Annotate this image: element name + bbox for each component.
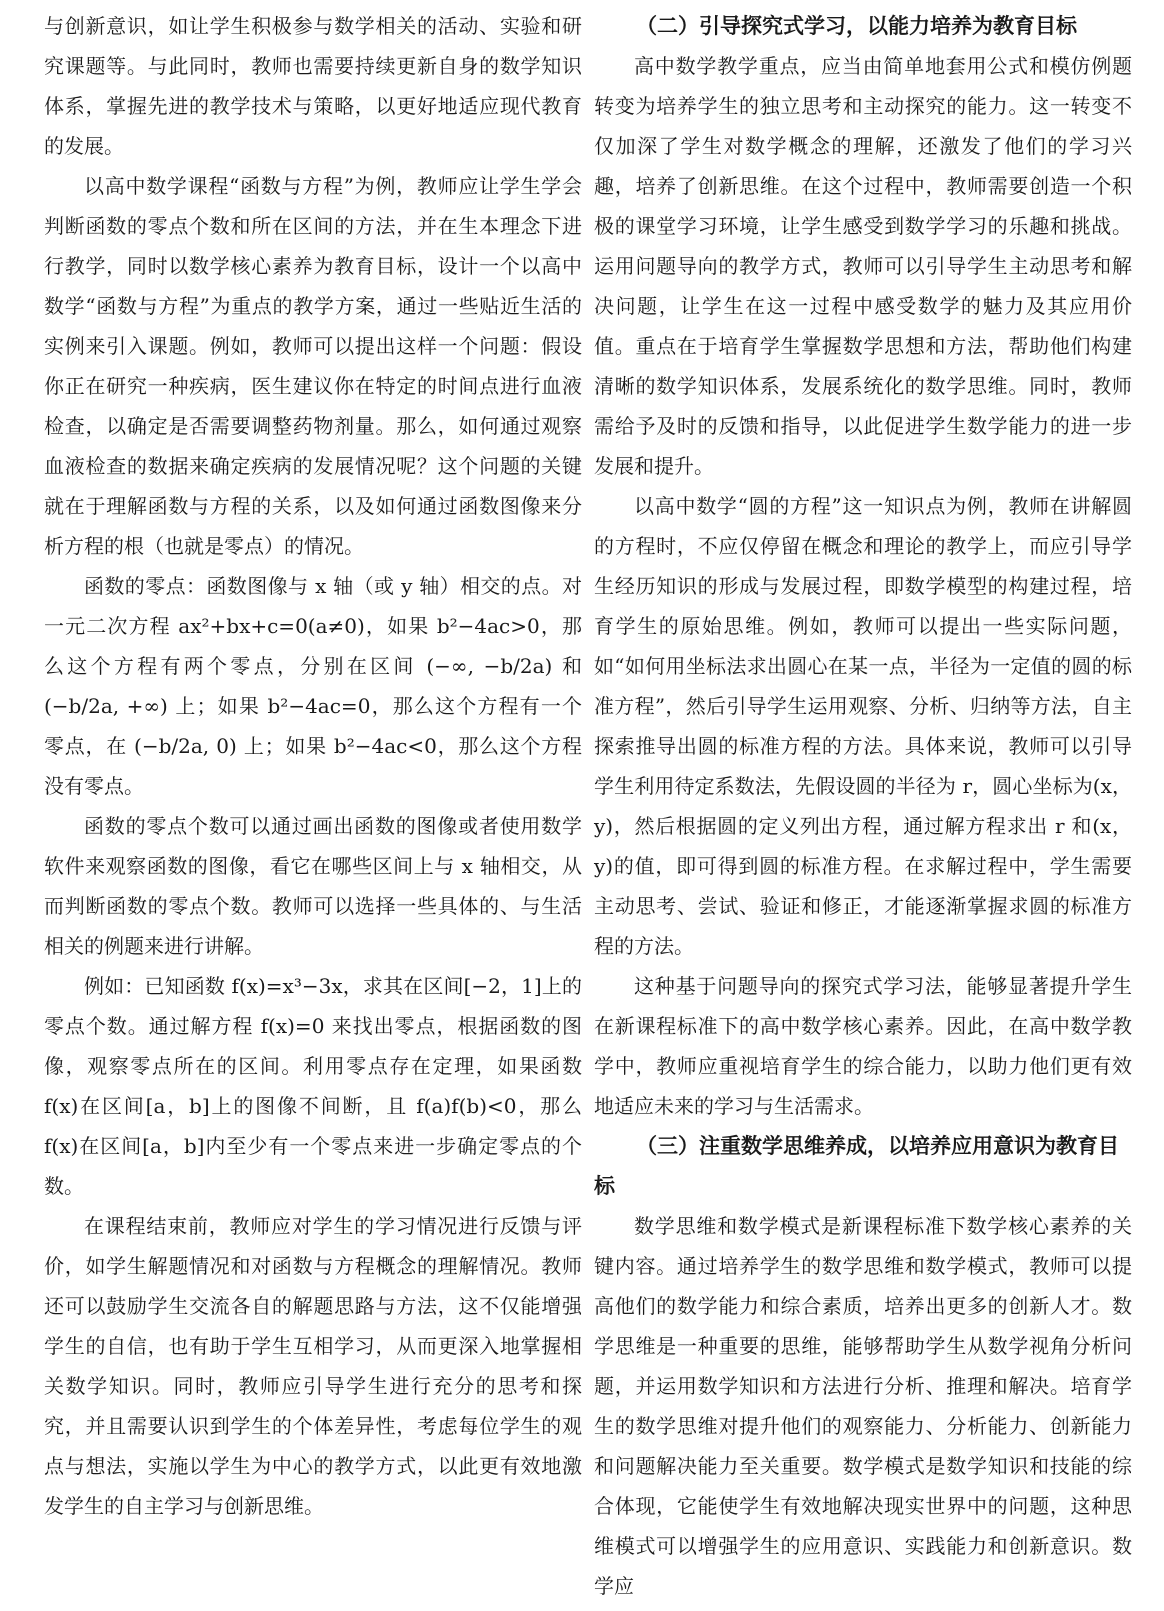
right-paragraph-1: 高中数学教学重点，应当由简单地套用公式和模仿例题转变为培养学生的独立思考和主动探究的能力。这一转变不仅加深了学生对数学概念的理解，还激发了他们的学习兴趣，培养了创新思维。在这个过程中，教师需要创造一个积极的课堂学习环境，让学生感受到数学学习的乐趣和挑战。运用问题导向的教学方式，教师可以引导学生主动思考和解决问题，让学生在这一过程中感受数学的魅力及其应用价值。重点在于培育学生掌握数学思想和方法，帮助他们构建清晰的数学知识体系，发展系统化的数学思维。同时，教师需给予及时的反馈和指导，以此促进学生数学能力的进一步发展和提升。	[594, 54, 1132, 478]
section-heading-2: （二）引导探究式学习，以能力培养为教育目标	[636, 14, 1077, 38]
right-paragraph-4: 数学思维和数学模式是新课程标准下数学核心素养的关键内容。通过培养学生的数学思维和数学模式，教师可以提高他们的数学能力和综合素质，培养出更多的创新人才。数学思维是一种重要的思维，能够帮助学生从数学视角分析问题，并运用数学知识和方法进行分析、推理和解决。培育学生的数学思维对提升他们的观察能力、分析能力、创新能力和问题解决能力至关重要。数学模式是数学知识和技能的综合体现，它能使学生有效地解决现实世界中的问题，这种思维模式可以增强学生的应用意识、实践能力和创新意识。数学应	[594, 1214, 1132, 1598]
right-paragraph-3: 这种基于问题导向的探究式学习法，能够显著提升学生在新课程标准下的高中数学核心素养。因此，在高中数学教学中，教师应重视培育学生的综合能力，以助力他们更有效地适应未来的学习与生活需求。	[594, 974, 1132, 1118]
left-paragraph-5-example: 例如：已知函数 f(x)=x³−3x，求其在区间[−2，1]上的零点个数。通过解方程 f(x)=0 来找出零点，根据函数的图像，观察零点所在的区间。利用零点存在定理，如果函数 f(x)在区间[a，b]上的图像不间断，且 f(a)f(b)<0，那么 f(x)在区间[a，b]内至少有一个零点来进一步确定零点的个数。	[44, 974, 582, 1198]
left-column	[44, 6, 582, 1526]
section-heading-3: （三）注重数学思维养成，以培养应用意识为教育目标	[594, 1134, 1119, 1198]
right-paragraph-2-circle-equation: 以高中数学“圆的方程”这一知识点为例，教师在讲解圆的方程时，不应仅停留在概念和理论的教学上，而应引导学生经历知识的形成与发展过程，即数学模型的构建过程，培育学生的原始思维。例如，教师可以提出一些实际问题，如“如何用坐标法求出圆心在某一点，半径为一定值的圆的标准方程”，然后引导学生运用观察、分析、归纳等方法，自主探索推导出圆的标准方程的方法。具体来说，教师可以引导学生利用待定系数法，先假设圆的半径为 r，圆心坐标为(x，y)，然后根据圆的定义列出方程，通过解方程求出 r 和(x，y)的值，即可得到圆的标准方程。在求解过程中，学生需要主动思考、尝试、验证和修正，才能逐渐掌握求圆的标准方程的方法。	[594, 494, 1132, 958]
right-column	[594, 6, 1132, 1606]
left-paragraph-3-zero-points: 函数的零点：函数图像与 x 轴（或 y 轴）相交的点。对一元二次方程 ax²+bx+c=0(a≠0)，如果 b²−4ac>0，那么这个方程有两个零点，分别在区间 (−∞, −b/2a) 和 (−b/2a, +∞) 上；如果 b²−4ac=0，那么这个方程有一个零点，在 (−b/2a, 0) 上；如果 b²−4ac<0，那么这个方程没有零点。	[44, 574, 582, 798]
left-paragraph-6: 在课程结束前，教师应对学生的学习情况进行反馈与评价，如学生解题情况和对函数与方程概念的理解情况。教师还可以鼓励学生交流各自的解题思路与方法，这不仅能增强学生的自信，也有助于学生互相学习，从而更深入地掌握相关数学知识。同时，教师应引导学生进行充分的思考和探究，并且需要认识到学生的个体差异性，考虑每位学生的观点与想法，实施以学生为中心的教学方式，以此更有效地激发学生的自主学习与创新思维。	[44, 1214, 582, 1518]
left-paragraph-1: 与创新意识，如让学生积极参与数学相关的活动、实验和研究课题等。与此同时，教师也需要持续更新自身的数学知识体系，掌握先进的教学技术与策略，以更好地适应现代教育的发展。	[44, 14, 582, 158]
left-paragraph-4: 函数的零点个数可以通过画出函数的图像或者使用数学软件来观察函数的图像，看它在哪些区间上与 x 轴相交，从而判断函数的零点个数。教师可以选择一些具体的、与生活相关的例题来进行讲解。	[44, 814, 582, 958]
left-paragraph-2: 以高中数学课程“函数与方程”为例，教师应让学生学会判断函数的零点个数和所在区间的方法，并在生本理念下进行教学，同时以数学核心素养为教育目标，设计一个以高中数学“函数与方程”为重点的教学方案，通过一些贴近生活的实例来引入课题。例如，教师可以提出这样一个问题：假设你正在研究一种疾病，医生建议你在特定的时间点进行血液检查，以确定是否需要调整药物剂量。那么，如何通过观察血液检查的数据来确定疾病的发展情况呢？这个问题的关键就在于理解函数与方程的关系，以及如何通过函数图像来分析方程的根（也就是零点）的情况。	[44, 174, 582, 558]
